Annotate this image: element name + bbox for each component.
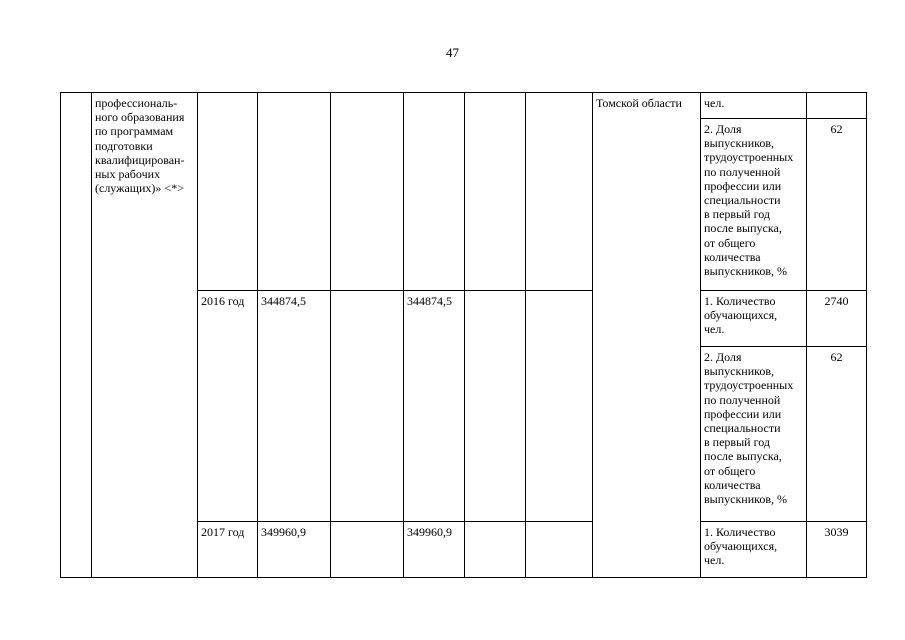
year-cell: 2016 год bbox=[198, 291, 258, 522]
federal-cell bbox=[331, 522, 404, 578]
indicator-cell: 1. Количество обучающихся, чел. bbox=[701, 291, 807, 347]
indicator-value-cell bbox=[807, 93, 867, 119]
total-cell: 349960,9 bbox=[258, 522, 331, 578]
indicator-value-cell: 62 bbox=[807, 347, 867, 522]
program-table bbox=[60, 92, 867, 578]
local-cell bbox=[465, 93, 526, 291]
indicator-value-cell: 3039 bbox=[807, 522, 867, 578]
local-cell bbox=[465, 522, 526, 578]
indicator-value-cell: 62 bbox=[807, 119, 867, 291]
regional-cell bbox=[404, 93, 465, 291]
total-cell: 344874,5 bbox=[258, 291, 331, 522]
federal-cell bbox=[331, 93, 404, 291]
indicator-value-cell: 2740 bbox=[807, 291, 867, 347]
indicator-cell: чел. bbox=[701, 93, 807, 119]
federal-cell bbox=[331, 291, 404, 522]
program-name-cell: профессиональ- ного образования по программам подготовки квалифицирован- ных рабочих (служащих)» <*> bbox=[92, 93, 198, 578]
executor-cell: Томской области bbox=[593, 93, 701, 578]
other-cell bbox=[526, 522, 593, 578]
page-number: 47 bbox=[446, 45, 459, 60]
indicator-cell: 2. Доля выпускников, трудоустроенных по полученной профессии или специальности в первый год после выпуска, от общего количества выпускников, % bbox=[701, 119, 807, 291]
total-cell bbox=[258, 93, 331, 291]
other-cell bbox=[526, 93, 593, 291]
year-cell bbox=[198, 93, 258, 291]
other-cell bbox=[526, 291, 593, 522]
local-cell bbox=[465, 291, 526, 522]
row-number-cell bbox=[61, 93, 92, 578]
indicator-cell: 2. Доля выпускников, трудоустроенных по полученной профессии или специальности в первый год после выпуска, от общего количества выпускников, % bbox=[701, 347, 807, 522]
year-cell: 2017 год bbox=[198, 522, 258, 578]
indicator-cell: 1. Количество обучающихся, чел. bbox=[701, 522, 807, 578]
regional-cell: 349960,9 bbox=[404, 522, 465, 578]
regional-cell: 344874,5 bbox=[404, 291, 465, 522]
